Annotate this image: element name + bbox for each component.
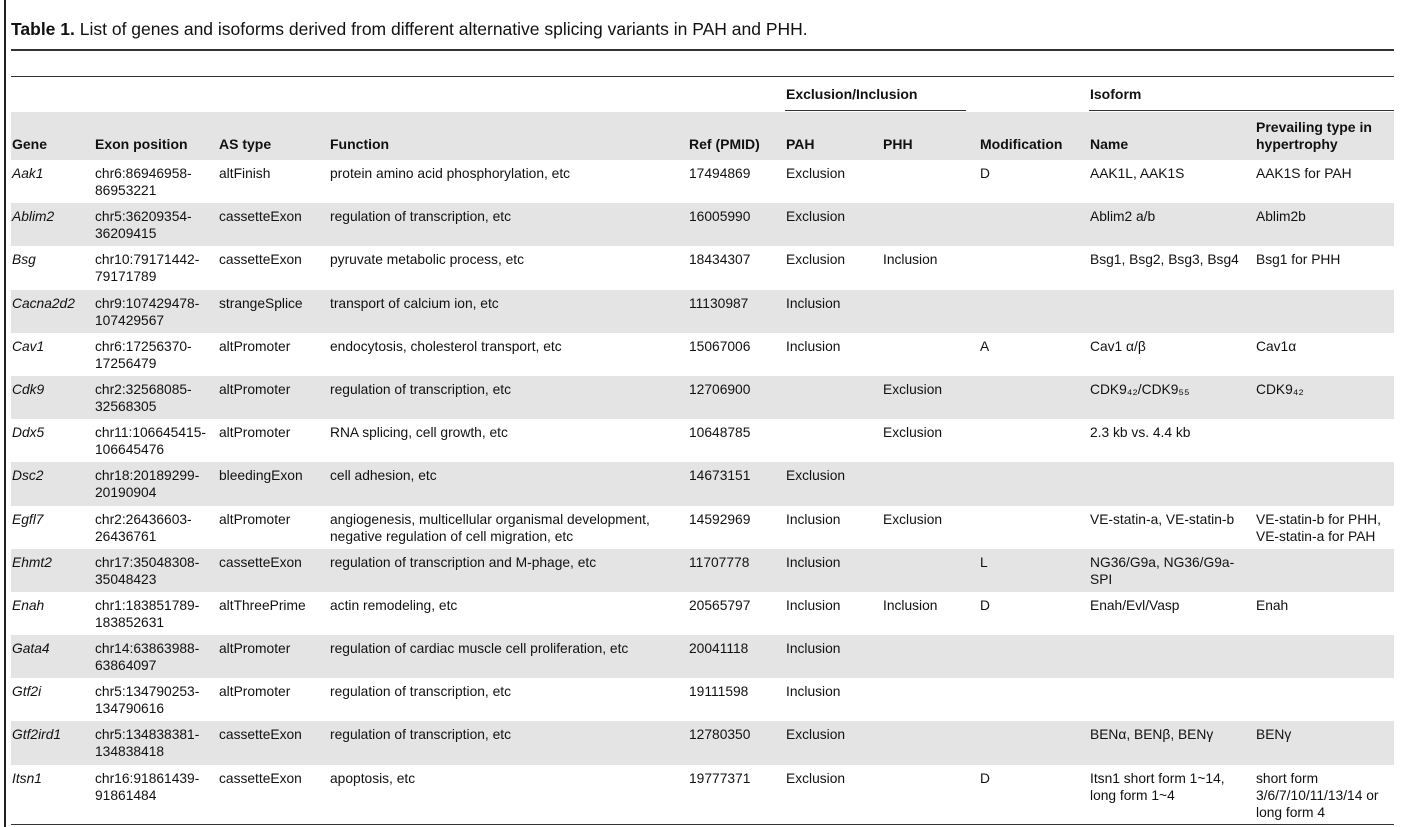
group-underline-isoform bbox=[1089, 110, 1394, 111]
table-row bbox=[11, 635, 1394, 678]
pah-cell: Exclusion bbox=[785, 462, 882, 505]
header-pah: PAH bbox=[785, 112, 882, 160]
gene-cell: Cdk9 bbox=[11, 376, 94, 419]
isoform-name-cell: NG36/G9a, NG36/G9a-SPI bbox=[1089, 549, 1255, 592]
prevailing-type-cell: AAK1S for PAH bbox=[1256, 166, 1352, 181]
gene-cell: Ablim2 bbox=[11, 203, 94, 246]
phh-cell bbox=[882, 333, 979, 376]
ref-pmid-cell: 11707778 bbox=[688, 549, 785, 592]
function-cell: regulation of transcription, etc bbox=[329, 203, 688, 246]
table-row bbox=[11, 419, 1394, 462]
pah-cell: Exclusion bbox=[785, 721, 882, 764]
header-modification: Modification bbox=[979, 112, 1089, 160]
gene-cell: Egfl7 bbox=[12, 511, 44, 527]
function-cell: regulation of transcription, etc bbox=[329, 376, 688, 419]
phh-cell: Exclusion bbox=[883, 425, 943, 441]
phh-cell bbox=[882, 765, 979, 821]
phh-cell bbox=[882, 678, 979, 721]
table-row bbox=[11, 506, 1394, 549]
ref-pmid-cell: 20565797 bbox=[689, 597, 751, 613]
function-cell: RNA splicing, cell growth, etc bbox=[330, 425, 508, 441]
modification-cell: A bbox=[980, 338, 990, 354]
pah-cell bbox=[785, 419, 882, 462]
exon-position-cell: chr6:17256370-17256479 bbox=[95, 338, 192, 371]
isoform-name-cell: CDK9₄₂/CDK9₅₅ bbox=[1089, 376, 1255, 419]
modification-cell bbox=[979, 290, 1089, 333]
header-prevailing-type: Prevailing type in hypertrophy bbox=[1255, 112, 1394, 160]
modification-cell: L bbox=[979, 549, 1089, 592]
prevailing-type-cell bbox=[1255, 419, 1394, 462]
gene-cell: Bsg bbox=[12, 252, 36, 268]
as-type-cell: altPromoter bbox=[219, 338, 291, 354]
function-cell: angiogenesis, multicellular organismal development, negative regulation of cell migration, etc bbox=[330, 511, 650, 544]
prevailing-type-cell: Cav1α bbox=[1256, 338, 1297, 354]
table-row bbox=[11, 549, 1394, 592]
ref-pmid-cell: 12706900 bbox=[688, 376, 785, 419]
prevailing-type-cell bbox=[1255, 462, 1394, 505]
as-type-cell: altPromoter bbox=[219, 511, 291, 527]
exon-position-cell: chr18:20189299-20190904 bbox=[94, 462, 218, 505]
phh-cell bbox=[882, 635, 979, 678]
table-row bbox=[11, 678, 1394, 721]
function-cell: regulation of transcription, etc bbox=[330, 684, 511, 700]
phh-cell bbox=[882, 290, 979, 333]
as-type-cell: cassetteExon bbox=[218, 721, 329, 764]
modification-cell bbox=[979, 462, 1089, 505]
exon-position-cell: chr17:35048308-35048423 bbox=[94, 549, 218, 592]
left-margin-rule bbox=[4, 0, 6, 827]
isoform-name-cell: AAK1L, AAK1S bbox=[1090, 166, 1185, 181]
isoform-name-cell: Ablim2 a/b bbox=[1089, 203, 1255, 246]
phh-cell: Exclusion bbox=[883, 511, 943, 527]
table-row bbox=[11, 721, 1394, 764]
modification-cell bbox=[979, 721, 1089, 764]
function-cell: regulation of cardiac muscle cell proliferation, etc bbox=[329, 635, 688, 678]
gene-isoform-table bbox=[11, 77, 1394, 821]
table-row bbox=[11, 376, 1394, 419]
phh-cell: Inclusion bbox=[883, 252, 938, 268]
function-cell: cell adhesion, etc bbox=[329, 462, 688, 505]
exon-position-cell: chr5:134790253-134790616 bbox=[95, 684, 200, 717]
prevailing-type-cell: Enah bbox=[1256, 597, 1289, 613]
exon-position-cell: chr9:107429478-107429567 bbox=[94, 290, 218, 333]
isoform-name-cell bbox=[1089, 678, 1255, 721]
isoform-name-cell: Enah/Evl/Vasp bbox=[1090, 597, 1180, 613]
modification-cell bbox=[979, 246, 1089, 289]
gene-cell: Cav1 bbox=[12, 338, 45, 354]
header-group-row bbox=[11, 77, 1394, 112]
prevailing-type-cell bbox=[1255, 290, 1394, 333]
prevailing-type-cell bbox=[1255, 678, 1394, 721]
pah-cell: Inclusion bbox=[786, 511, 841, 527]
pah-cell: Inclusion bbox=[785, 290, 882, 333]
as-type-cell: altThreePrime bbox=[219, 597, 306, 613]
prevailing-type-cell bbox=[1255, 635, 1394, 678]
as-type-cell: cassetteExon bbox=[218, 549, 329, 592]
header-as-type: AS type bbox=[218, 112, 329, 160]
ref-pmid-cell: 12780350 bbox=[688, 721, 785, 764]
phh-cell bbox=[882, 160, 979, 203]
exon-position-cell: chr6:86946958-86953221 bbox=[95, 166, 192, 198]
pah-cell: Inclusion bbox=[786, 338, 841, 354]
table-row bbox=[11, 462, 1394, 505]
header-gene: Gene bbox=[11, 112, 94, 160]
isoform-name-cell: Bsg1, Bsg2, Bsg3, Bsg4 bbox=[1090, 252, 1239, 268]
isoform-name-cell: Itsn1 short form 1~14, long form 1~4 bbox=[1090, 770, 1225, 803]
ref-pmid-cell: 10648785 bbox=[689, 425, 751, 441]
modification-cell bbox=[979, 419, 1089, 462]
exon-position-cell: chr2:32568085-32568305 bbox=[94, 376, 218, 419]
exon-position-cell: chr5:134838381-134838418 bbox=[94, 721, 218, 764]
function-cell: apoptosis, etc bbox=[330, 770, 416, 786]
modification-cell: D bbox=[980, 166, 990, 181]
table-row bbox=[11, 592, 1394, 635]
exon-position-cell: chr11:106645415-106645476 bbox=[95, 425, 206, 458]
table-caption bbox=[11, 19, 808, 40]
header-ref: Ref (PMID) bbox=[688, 112, 785, 160]
as-type-cell: cassetteExon bbox=[219, 770, 302, 786]
pah-cell: Inclusion bbox=[786, 597, 841, 613]
modification-cell: D bbox=[980, 597, 990, 613]
header-group-exclusion-inclusion: Exclusion/Inclusion bbox=[785, 77, 979, 112]
as-type-cell: bleedingExon bbox=[218, 462, 329, 505]
gene-cell: Itsn1 bbox=[12, 770, 42, 786]
as-type-cell: cassetteExon bbox=[219, 252, 302, 268]
header-exon-position: Exon position bbox=[94, 112, 218, 160]
header-function: Function bbox=[329, 112, 688, 160]
as-type-cell: altPromoter bbox=[219, 425, 291, 441]
as-type-cell: altPromoter bbox=[218, 376, 329, 419]
pah-cell: Inclusion bbox=[785, 635, 882, 678]
pah-cell: Inclusion bbox=[785, 549, 882, 592]
ref-pmid-cell: 20041118 bbox=[688, 635, 785, 678]
gene-cell: Gata4 bbox=[11, 635, 94, 678]
isoform-name-cell bbox=[1089, 290, 1255, 333]
pah-cell: Exclusion bbox=[786, 166, 846, 181]
isoform-name-cell: Cav1 α/β bbox=[1090, 338, 1146, 354]
phh-cell bbox=[882, 462, 979, 505]
phh-cell: Inclusion bbox=[883, 597, 938, 613]
ref-pmid-cell: 19777371 bbox=[689, 770, 751, 786]
isoform-name-cell: BENα, BENβ, BENγ bbox=[1089, 721, 1255, 764]
pah-cell bbox=[785, 376, 882, 419]
function-cell: transport of calcium ion, etc bbox=[329, 290, 688, 333]
header-phh: PHH bbox=[882, 112, 979, 160]
modification-cell bbox=[979, 203, 1089, 246]
pah-cell: Exclusion bbox=[785, 203, 882, 246]
pah-cell: Exclusion bbox=[786, 770, 846, 786]
function-cell: actin remodeling, etc bbox=[330, 597, 458, 613]
table-row bbox=[11, 765, 1394, 821]
as-type-cell: altPromoter bbox=[219, 684, 291, 700]
prevailing-type-cell: Bsg1 for PHH bbox=[1256, 252, 1341, 268]
isoform-name-cell: VE-statin-a, VE-statin-b bbox=[1090, 511, 1235, 527]
exon-position-cell: chr5:36209354-36209415 bbox=[94, 203, 218, 246]
prevailing-type-cell: Ablim2b bbox=[1255, 203, 1394, 246]
ref-pmid-cell: 14673151 bbox=[688, 462, 785, 505]
prevailing-type-cell: BENγ bbox=[1255, 721, 1394, 764]
function-cell: regulation of transcription and M-phage, etc bbox=[329, 549, 688, 592]
ref-pmid-cell: 11130987 bbox=[688, 290, 785, 333]
as-type-cell: altFinish bbox=[219, 166, 271, 181]
prevailing-type-cell: VE-statin-b for PHH, VE-statin-a for PAH bbox=[1256, 511, 1381, 544]
function-cell: endocytosis, cholesterol transport, etc bbox=[330, 338, 562, 354]
gene-cell: Ddx5 bbox=[12, 425, 45, 441]
ref-pmid-cell: 15067006 bbox=[689, 338, 751, 354]
prevailing-type-cell bbox=[1255, 549, 1394, 592]
gene-cell: Dsc2 bbox=[11, 462, 94, 505]
table-caption-text: List of genes and isoforms derived from different alternative splicing variants in PAH and PHH. bbox=[74, 19, 808, 39]
function-cell: pyruvate metabolic process, etc bbox=[330, 252, 525, 268]
ref-pmid-cell: 18434307 bbox=[689, 252, 751, 268]
function-cell: protein amino acid phosphorylation, etc bbox=[330, 166, 571, 181]
pah-cell: Inclusion bbox=[786, 684, 841, 700]
table-row bbox=[11, 290, 1394, 333]
exon-position-cell: chr14:63863988-63864097 bbox=[94, 635, 218, 678]
ref-pmid-cell: 14592969 bbox=[689, 511, 751, 527]
function-cell: regulation of transcription, etc bbox=[329, 721, 688, 764]
isoform-name-cell bbox=[1089, 462, 1255, 505]
as-type-cell: cassetteExon bbox=[218, 203, 329, 246]
table-row bbox=[11, 333, 1394, 376]
gene-cell: Aak1 bbox=[12, 166, 44, 181]
exon-position-cell: chr2:26436603-26436761 bbox=[95, 511, 192, 544]
phh-cell bbox=[882, 203, 979, 246]
gene-cell: Gtf2i bbox=[12, 684, 42, 700]
modification-cell: D bbox=[980, 770, 990, 786]
header-row bbox=[11, 112, 1394, 160]
phh-cell: Exclusion bbox=[882, 376, 979, 419]
table-caption-label: Table 1. bbox=[11, 19, 75, 39]
modification-cell bbox=[979, 506, 1089, 549]
as-type-cell: altPromoter bbox=[218, 635, 329, 678]
group-underline-exclusion bbox=[785, 110, 966, 111]
exon-position-cell: chr10:79171442-79171789 bbox=[95, 252, 200, 285]
modification-cell bbox=[979, 376, 1089, 419]
prevailing-type-cell: CDK9₄₂ bbox=[1255, 376, 1394, 419]
pah-cell: Exclusion bbox=[786, 252, 846, 268]
isoform-name-cell: 2.3 kb vs. 4.4 kb bbox=[1090, 425, 1191, 441]
phh-cell bbox=[882, 549, 979, 592]
gene-cell: Enah bbox=[12, 597, 45, 613]
caption-rule bbox=[11, 49, 1394, 51]
phh-cell bbox=[882, 721, 979, 764]
table-row bbox=[11, 160, 1394, 203]
exon-position-cell: chr16:91861439-91861484 bbox=[95, 770, 200, 803]
ref-pmid-cell: 19111598 bbox=[689, 684, 749, 700]
as-type-cell: strangeSplice bbox=[218, 290, 329, 333]
isoform-name-cell bbox=[1089, 635, 1255, 678]
ref-pmid-cell: 16005990 bbox=[688, 203, 785, 246]
header-isoform-name: Name bbox=[1089, 112, 1255, 160]
ref-pmid-cell: 17494869 bbox=[689, 166, 751, 181]
modification-cell bbox=[979, 635, 1089, 678]
exon-position-cell: chr1:183851789-183852631 bbox=[95, 597, 200, 630]
table-row bbox=[11, 203, 1394, 246]
prevailing-type-cell: short form 3/6/7/10/11/13/14 or long form 4 bbox=[1256, 770, 1379, 820]
gene-cell: Ehmt2 bbox=[11, 549, 94, 592]
modification-cell bbox=[979, 678, 1089, 721]
table-row bbox=[11, 246, 1394, 289]
table-bottom-rule bbox=[11, 824, 1394, 825]
header-group-isoform: Isoform bbox=[1089, 77, 1394, 112]
gene-cell: Cacna2d2 bbox=[11, 290, 94, 333]
gene-cell: Gtf2ird1 bbox=[11, 721, 94, 764]
